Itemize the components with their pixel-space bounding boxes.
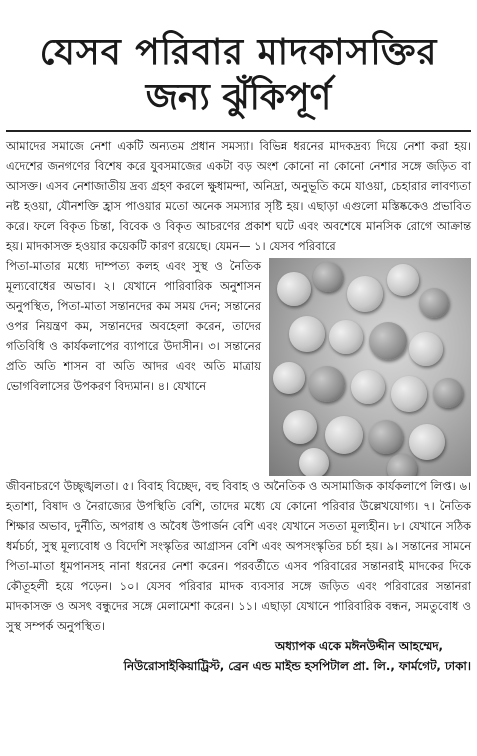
article-split-section bbox=[6, 256, 471, 476]
article-intro: আমাদের সমাজে নেশা একটি অন্যতম প্রধান সমস্যা। বিভিন্ন ধরনের মাদকদ্রব্য দিয়ে নেশা করা হয়। এদেশের জনগণের বিশেষ করে যুবসমাজের একটা বড় অংশ কোনো না কোনো নেশার সঙ্গে জড়িত বা আসক্ত। এসব নেশাজাতীয় দ্রব্য গ্রহণ করলে ক্ষুধামন্দা, অনিদ্রা, অনুভূতি কমে যাওয়া, চেহারার লাবণ্যতা নষ্ট হওয়া, যৌনশক্তি হ্রাস পাওয়ার মতো অনেক সমস্যার সৃষ্টি হয়। এছাড়া এগুলো মস্তিষ্ককেও প্রভাবিত করে। ফলে বিকৃত চিন্তা, বিবেক ও বিকৃত আচরণের প্রকাশ ঘটে এবং অবশেষে মানসিক রোগে আক্রান্ত হয়। মাদকাসক্ত হওয়ার কয়েকটি কারণ রয়েছে। যেমন— ১। যেসব পরিবারে bbox=[6, 139, 471, 253]
pills-photo bbox=[269, 258, 471, 476]
pill-icon bbox=[391, 376, 427, 412]
pill-icon bbox=[419, 288, 449, 318]
pill-icon bbox=[369, 420, 403, 454]
pill-icon bbox=[387, 454, 417, 476]
pill-icon bbox=[313, 262, 343, 292]
author-affiliation: নিউরোসাইকিয়াট্রিস্ট, ব্রেন এন্ড মাইন্ড হসপিটাল প্রা. লি., ফার্মগেট, ঢাকা। bbox=[123, 659, 471, 673]
pill-icon bbox=[309, 366, 345, 402]
author-name: অধ্যাপক একে মঈনউদ্দীন আহম্মেদ, bbox=[275, 639, 443, 653]
pill-icon bbox=[433, 378, 463, 408]
pill-icon bbox=[329, 320, 363, 354]
pill-icon bbox=[387, 264, 419, 296]
pill-icon bbox=[277, 272, 311, 306]
headline-line-1: যেসব পরিবার মাদকাসক্তির bbox=[39, 31, 438, 73]
headline-divider bbox=[6, 130, 471, 132]
pill-icon bbox=[325, 416, 363, 454]
headline-line-2: জন্য ঝুঁকিপূর্ণ bbox=[145, 76, 332, 118]
article-column-text: পিতা-মাতার মধ্যে দাম্পত্য কলহ এবং সুস্থ ও নৈতিক মূল্যবোধের অভাব। ২। যেখানে পারিবারিক অনুশাসন অনুপস্থিত, পিতা-মাতা সন্তানদের কম সময় দেন; সন্তানের ওপর নিয়ন্ত্রণ কম, সন্তানদের অবহেলা করেন, তাদের গতিবিধি ও কার্যকলাপের ব্যাপারে উদাসীন। ৩। সন্তানের প্রতি অতি শাসন বা অতি আদর এবং অতি মাত্রায় ভোগবিলাসের উপকরণ বিদ্যমান। ৪। যেখানে bbox=[6, 259, 261, 393]
pill-icon bbox=[289, 316, 325, 352]
pill-icon bbox=[283, 410, 317, 444]
pill-icon bbox=[409, 424, 445, 460]
pill-icon bbox=[409, 332, 443, 366]
article-continuation: জীবনাচরণে উচ্ছৃঙ্খলতা। ৫। বিবাহ বিচ্ছেদ, বহু বিবাহ ও অনৈতিক ও অসামাজিক কার্যকলাপে লিপ্ত। ৬। হতাশা, বিষাদ ও নৈরাজ্যের উপস্থিতি বেশি, তাদের মধ্যে যে কোনো পরিবার উল্লেখযোগ্য। ৭। নৈতিক শিক্ষার অভাব, দুর্নীতি, অপরাধ ও অবৈধ উপার্জন বেশি এবং যেখানে সততা মূল্যহীন। ৮। যেখানে সঠিক ধর্মচর্চা, সুস্থ মূল্যবোধ ও বিদেশি সংস্কৃতির আগ্রাসন বেশি এবং অপসংস্কৃতির চর্চা হয়। ৯। সন্তানের সামনে পিতা-মাতা ধূমপানসহ নানা ধরনের নেশা করেন। পরবর্তীতে এসব পরিবারের সন্তানরাই মাদকের দিকে কৌতূহলী হয়ে পড়েন। ১০। যেসব পরিবার মাদক ব্যবসার সঙ্গে জড়িত এবং পরিবারের সন্তানরা মাদকাসক্ত ও অসৎ বন্ধুদের সঙ্গে মেলামেশা করেন। ১১। এছাড়া যেখানে পারিবারিক বন্ধন, সমতুবোধ ও সুস্থ সম্পর্ক অনুপস্থিত। bbox=[6, 479, 471, 633]
pill-icon bbox=[369, 322, 407, 360]
pill-icon bbox=[351, 370, 385, 404]
pill-icon bbox=[347, 276, 383, 312]
pill-icon bbox=[299, 448, 329, 476]
pill-icon bbox=[273, 362, 305, 394]
